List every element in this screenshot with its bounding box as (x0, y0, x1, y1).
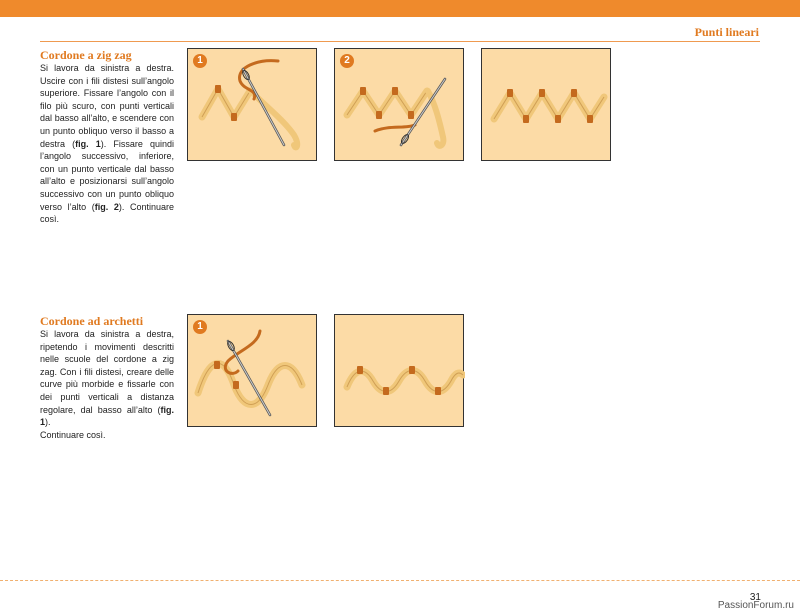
text-part: ). Fissare quindi l’angolo successivo, inferiore, con un punto verticale dal basso all’alto e posizionarsi sull’angolo successivo con un punto obliquo verso l’alto ( (40, 138, 174, 212)
fig-reference: fig. 1 (75, 138, 101, 149)
zigzag-step-1-illustration (188, 49, 318, 162)
fig-reference: fig. 1 (40, 404, 174, 428)
figure-number-badge: 2 (340, 54, 354, 68)
text-part: ). Continuare così. (40, 201, 174, 225)
figure-zigzag-step-2 (334, 48, 464, 161)
title-divider (40, 41, 760, 42)
figure-zigzag-step-1 (187, 48, 317, 161)
zigzag-result-illustration (482, 49, 612, 162)
section-title: Punti lineari (694, 25, 759, 39)
watermark: PassionForum.ru (717, 600, 794, 611)
figure-archetti-result (334, 314, 464, 427)
figure-zigzag-result (481, 48, 611, 161)
paragraph-cordone-archetti (40, 328, 174, 441)
figure-number-badge: 1 (193, 54, 207, 68)
text-part: Si lavora da sinistra a destra, ripetendo i movimenti descritti nelle scuole del cordone a zig zag. Con i fili distesi, creare delle curve più morbide e fissarle con dei punti verticali a distanza regolare, dal basso all’alto ( (40, 329, 174, 415)
archetti-step-1-illustration (188, 315, 318, 438)
archetti-result-illustration (335, 315, 465, 438)
heading-cordone-archetti: Cordone ad archetti (40, 314, 144, 328)
figure-number-badge: 1 (193, 320, 207, 334)
top-color-band (0, 0, 800, 17)
fig-reference: fig. 2 (94, 201, 119, 212)
text-part: ). (45, 417, 51, 428)
zigzag-step-2-illustration (335, 49, 465, 162)
heading-cordone-zig-zag: Cordone a zig zag (40, 48, 132, 62)
figure-archetti-step-1 (187, 314, 317, 427)
text-part: Continuare così. (40, 429, 106, 440)
page-number: 31 (749, 592, 761, 603)
paragraph-cordone-zig-zag (40, 62, 174, 226)
bottom-dashed-rule (0, 580, 800, 581)
text-part: Si lavora da sinistra a destra. Uscire con i fili distesi sull’angolo superiore. Fissare l’angolo con il filo più scuro, con punti verticali dal basso all’alto, e scendere con un punto obliquo verso il basso a destra ( (40, 63, 174, 149)
